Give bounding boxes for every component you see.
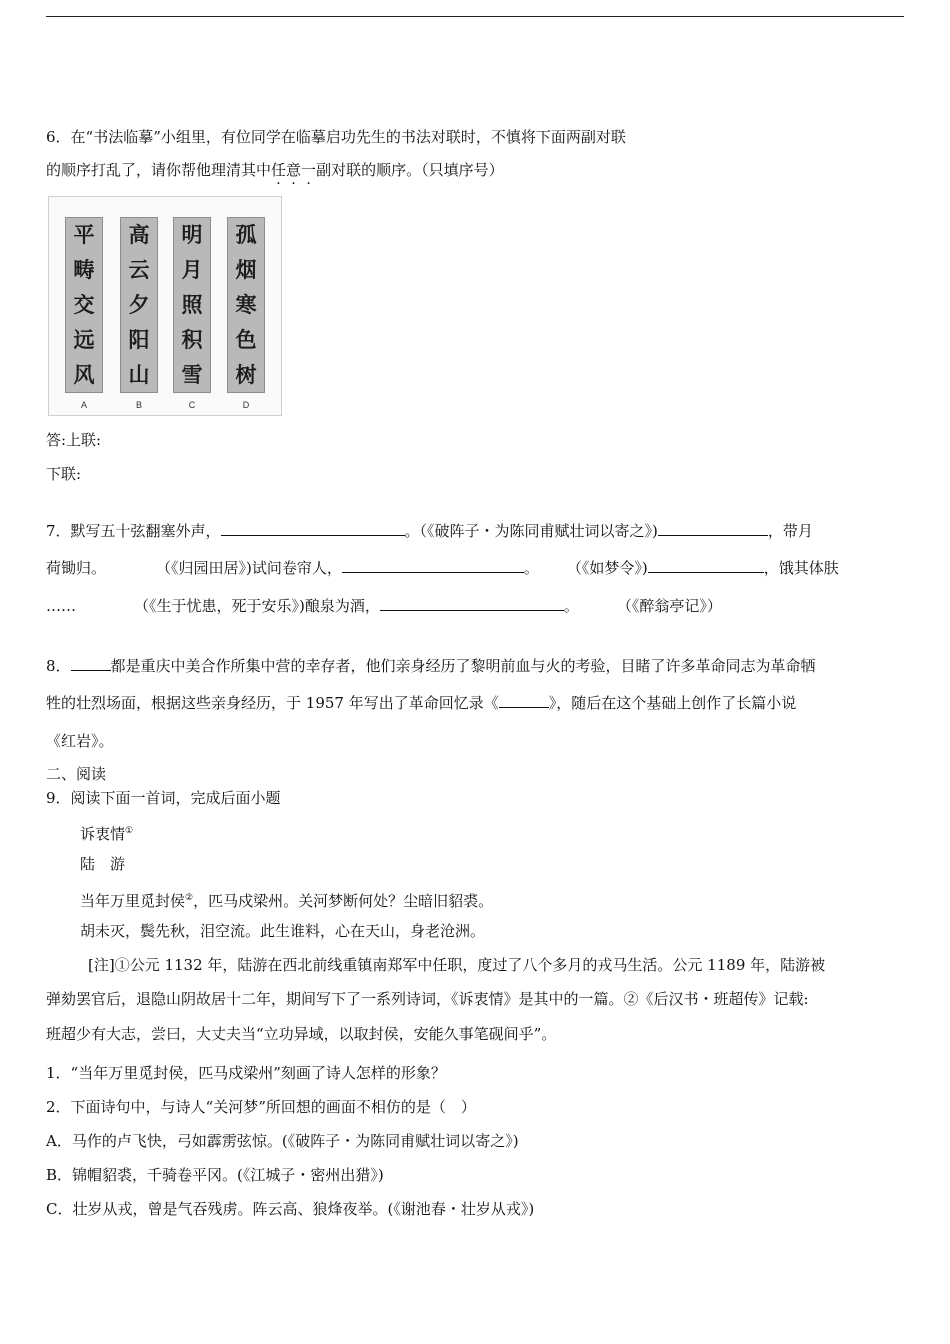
poem-title-text: 诉衷情: [80, 825, 126, 843]
scroll-char: 交: [73, 291, 95, 317]
scroll-char: 雪: [181, 361, 203, 387]
scroll-char: 积: [181, 326, 203, 352]
sub-question-1: 1．“当年万里觅封侯，匹马戍梁州”刻画了诗人怎样的形象？: [46, 1064, 446, 1082]
scroll-b: [120, 217, 158, 393]
footnote-line2: 弹劾罢官后，退隐山阴故居十二年，期间写下了一系列诗词，《诉衷情》是其中的一篇。②《后汉书・班超传》记载:: [46, 990, 809, 1008]
calligraphy-figure: [48, 196, 282, 416]
fill-blank[interactable]: [658, 521, 768, 536]
scroll-char: 高: [128, 222, 150, 248]
scroll-char: 月: [181, 257, 203, 283]
option-b: B．锦帽貂裘，千骑卷平冈。(《江城子・密州出猎》): [46, 1166, 384, 1184]
fill-blank[interactable]: [71, 656, 111, 671]
scroll-char: 畴: [73, 257, 95, 283]
q8-text: 》，随后在这个基础上创作了长篇小说: [548, 694, 797, 712]
q7-text: 。: [523, 559, 539, 577]
fill-blank[interactable]: [499, 693, 549, 708]
q7-text: 。（《破阵子・为陈同甫赋壮词以寄之》): [404, 522, 658, 540]
poem-verse2: 胡未灭，鬓先秋，泪空流。此生谁料，心在天山，身老沧洲。: [80, 922, 486, 940]
q7-text: （《生于忧患，死于安乐》)酿泉为酒，: [134, 597, 380, 615]
emphasis-char: 意: [286, 161, 302, 179]
scroll-char: 云: [128, 257, 150, 283]
scroll-char: 色: [235, 326, 257, 352]
q7-text: ，带月: [767, 522, 813, 540]
q7-text: （《归园田居》)试问卷帘人，: [156, 559, 342, 577]
scroll-label: A: [80, 400, 87, 410]
scroll-label: B: [135, 400, 142, 410]
scroll-c: [173, 217, 211, 393]
q7-text: （《醉翁亭记》）: [616, 597, 722, 615]
fill-blank[interactable]: [342, 558, 524, 573]
scroll-char: 夕: [128, 291, 150, 317]
scroll-char: 孤: [235, 222, 257, 248]
scroll-char: 照: [181, 291, 203, 317]
q6-line2-end: 副对联的顺序。（只填序号）: [316, 161, 504, 179]
scroll-char: 烟: [235, 257, 257, 283]
scroll-char: 平: [73, 222, 95, 248]
fill-blank[interactable]: [648, 558, 764, 573]
q7-line2: [46, 558, 839, 578]
q6-line2-start: 的顺序打乱了，请你帮他理清其中: [46, 161, 272, 179]
q7-text: （《如梦令》): [566, 559, 648, 577]
option-c: C．壮岁从戎，曾是气吞残虏。阵云高、狼烽夜举。(《谢池春・壮岁从戎》): [46, 1200, 535, 1218]
footnote-mark: ②: [185, 893, 194, 903]
emphasis-char: 任: [271, 161, 287, 179]
scroll-d: [227, 217, 265, 393]
poem-author: 陆 游: [80, 855, 126, 873]
verse-text: 当年万里觅封侯: [80, 892, 186, 910]
q8-line2: [46, 693, 796, 713]
scroll-char: 明: [181, 222, 203, 248]
section-heading: 二、阅读: [46, 765, 107, 783]
q7-line1: [46, 521, 813, 541]
emphasis-char: 一: [301, 161, 317, 179]
verse-text: ，匹马戍梁州。关河梦断何处？尘暗旧貂裘。: [193, 892, 494, 910]
scroll-char: 阳: [128, 326, 150, 352]
q7-text: ……: [46, 597, 76, 615]
sub-question-2: 2．下面诗句中，与诗人“关河梦”所回想的画面不相仿的是（ ）: [46, 1098, 476, 1116]
scroll-char: 风: [73, 361, 95, 387]
scroll-label: D: [242, 400, 250, 410]
scroll-char: 寒: [235, 291, 257, 317]
scroll-char: 山: [128, 361, 150, 387]
answer-upper: 答:上联:: [46, 431, 102, 449]
q8-line1: [46, 656, 816, 676]
q7-text: 荷锄归。: [46, 559, 107, 577]
q8-text: 都是重庆中美合作所集中营的幸存者，他们亲身经历了黎明前血与火的考验，目睹了许多革命同志为革命牺: [110, 657, 816, 675]
scroll-label: C: [188, 400, 196, 410]
q9-intro: 9．阅读下面一首词，完成后面小题: [46, 789, 281, 807]
q7-text: ，饿其体肤: [763, 559, 839, 577]
q8-text: 8．: [46, 657, 71, 675]
scroll-char: 远: [73, 326, 95, 352]
scroll-a: [65, 217, 103, 393]
header-rule: [46, 16, 904, 17]
fill-blank[interactable]: [380, 596, 564, 611]
q8-text: 牲的壮烈场面，根据这些亲身经历，于 1957 年写出了革命回忆录《: [46, 694, 499, 712]
q6-line2: [46, 160, 504, 180]
option-a: A．马作的卢飞快，弓如霹雳弦惊。(《破阵子・为陈同甫赋壮词以寄之》): [46, 1132, 519, 1150]
scroll-char: 树: [235, 361, 257, 387]
footnote-mark: ①: [125, 826, 134, 836]
poem-title: [80, 821, 133, 844]
poem-verse1: [80, 888, 493, 911]
fill-blank[interactable]: [221, 521, 405, 536]
footnote-line3: 班超少有大志，尝曰，大丈夫当“立功异域，以取封侯，安能久事笔砚间乎”。: [46, 1025, 557, 1043]
q8-line3: 《红岩》。: [46, 732, 114, 750]
q7-text: 7．默写五十弦翻塞外声，: [46, 522, 221, 540]
answer-lower: 下联:: [46, 465, 82, 483]
footnote-line1: [注]①公元 1132 年，陆游在西北前线重镇南郑军中任职，度过了八个多月的戎马生活。公元 1189 年，陆游被: [88, 956, 826, 974]
q6-line1: 6．在“书法临摹”小组里，有位同学在临摹启功先生的书法对联时，不慎将下面两副对联: [46, 128, 626, 146]
q7-line3: [46, 596, 722, 616]
q7-text: 。: [563, 597, 579, 615]
